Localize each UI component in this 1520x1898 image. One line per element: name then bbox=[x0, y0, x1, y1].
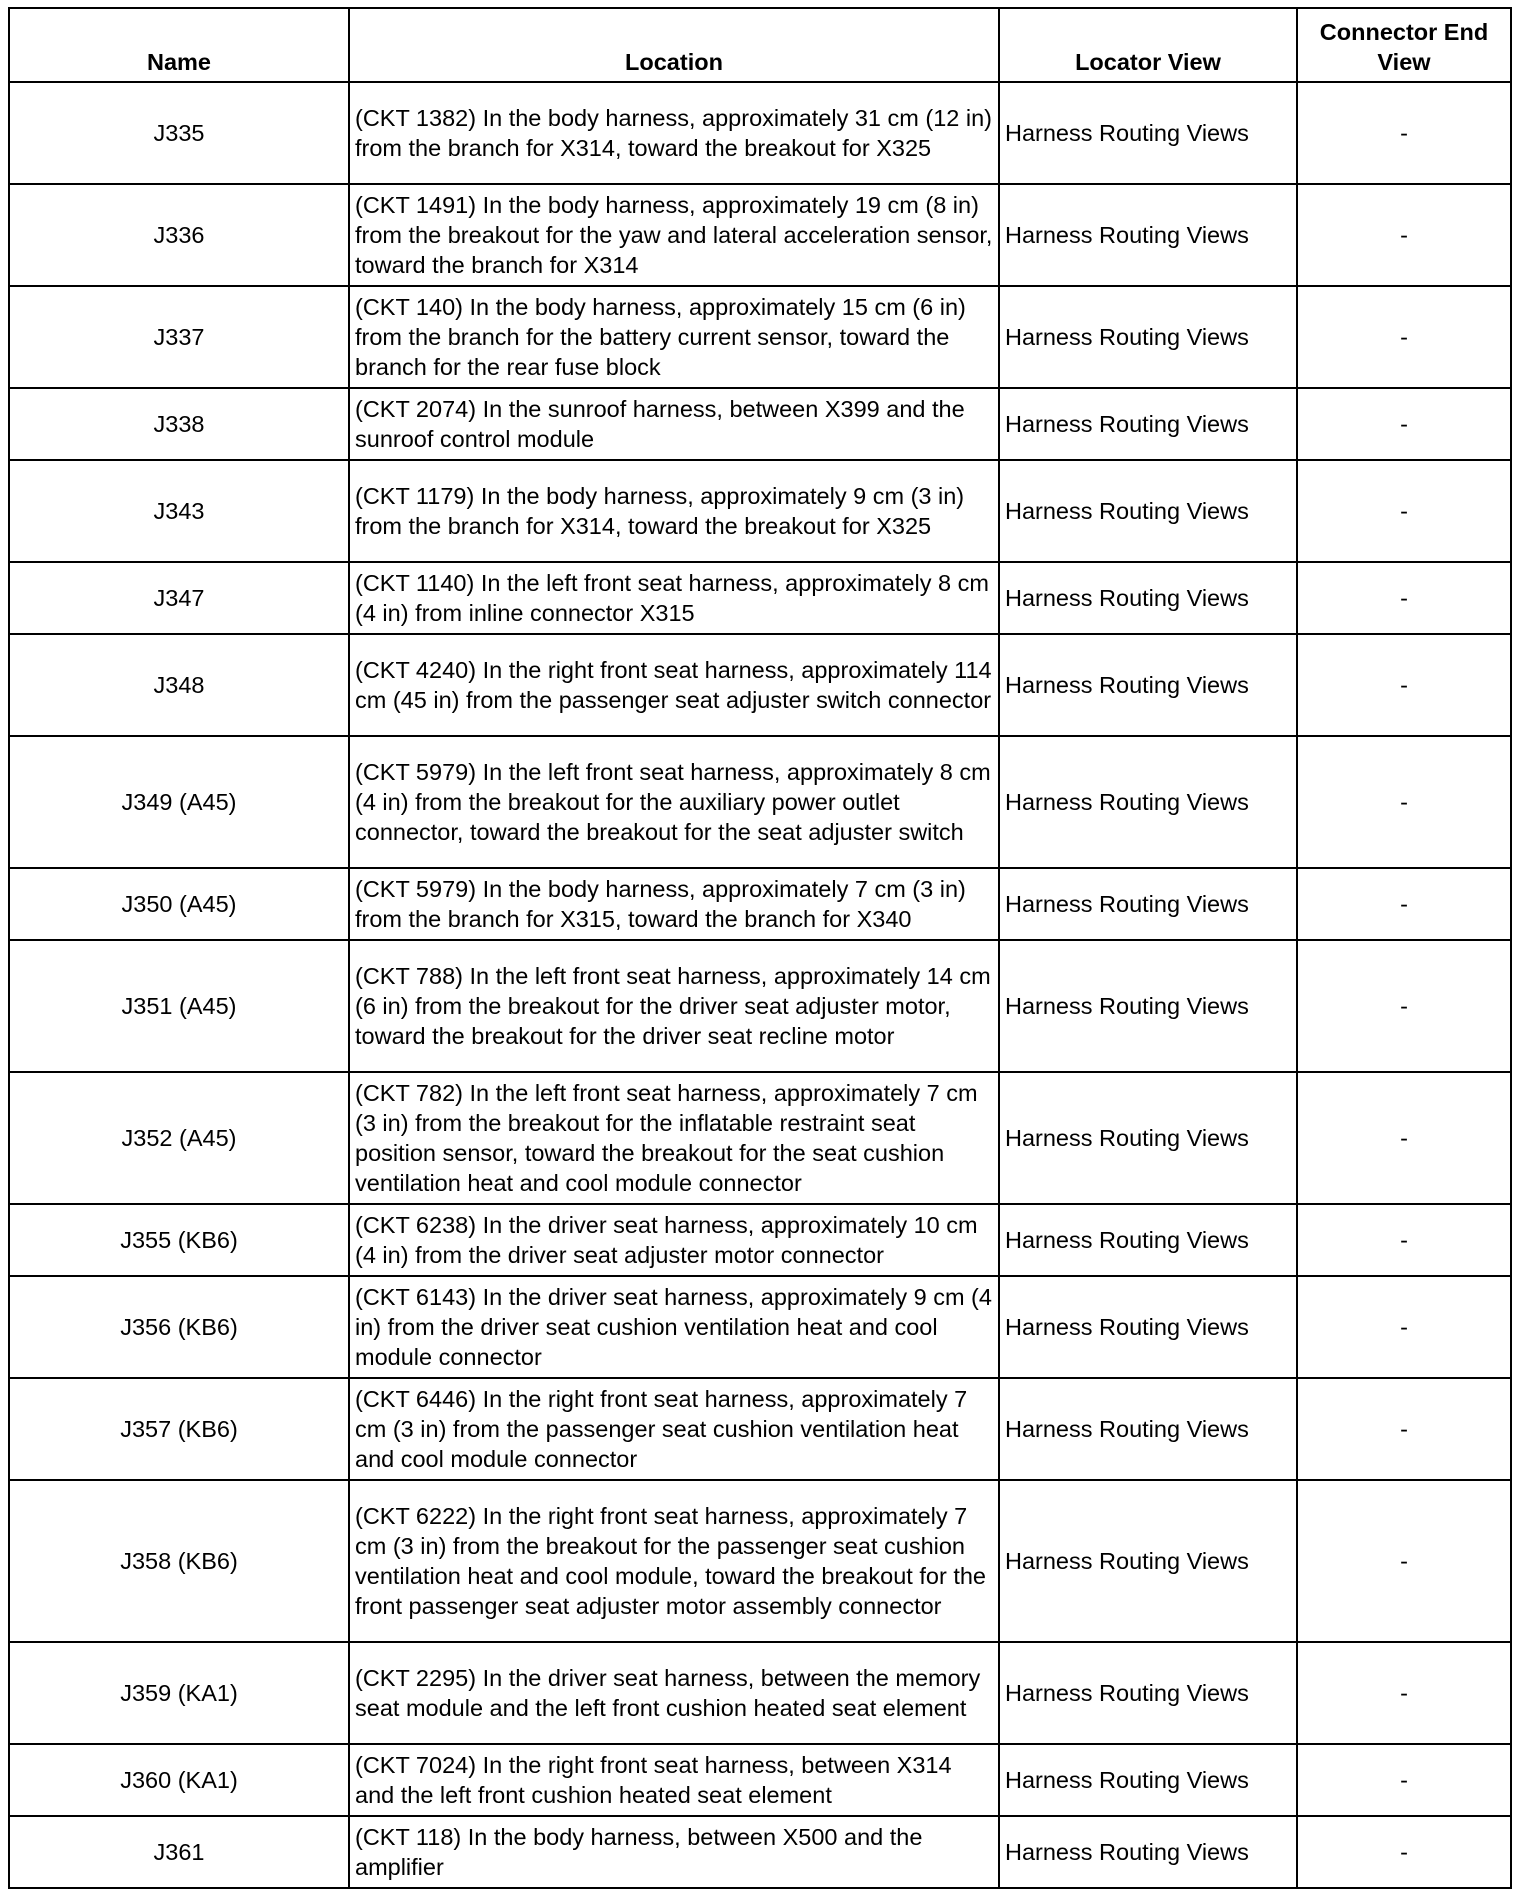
row-connector-end-view: - bbox=[1297, 1276, 1511, 1378]
row-location: (CKT 788) In the left front seat harness, approximately 14 cm (6 in) from the breakout for the driver seat adjuster motor, toward the breakout for the driver seat recline motor bbox=[349, 940, 999, 1072]
row-location: (CKT 1140) In the left front seat harness, approximately 8 cm (4 in) from inline connector X315 bbox=[349, 562, 999, 634]
row-connector-end-view: - bbox=[1297, 1378, 1511, 1480]
table-row bbox=[9, 1480, 1511, 1642]
table-row bbox=[9, 562, 1511, 634]
row-name: J358 (KB6) bbox=[9, 1480, 349, 1642]
table-row bbox=[9, 460, 1511, 562]
row-locator-view-link[interactable]: Harness Routing Views bbox=[999, 184, 1297, 286]
row-locator-view-link[interactable]: Harness Routing Views bbox=[999, 388, 1297, 460]
row-connector-end-view: - bbox=[1297, 868, 1511, 940]
row-name: J355 (KB6) bbox=[9, 1204, 349, 1276]
table-row bbox=[9, 388, 1511, 460]
row-connector-end-view: - bbox=[1297, 388, 1511, 460]
table-row bbox=[9, 286, 1511, 388]
header-name: Name bbox=[9, 8, 349, 82]
row-location: (CKT 782) In the left front seat harness, approximately 7 cm (3 in) from the breakout for the inflatable restraint seat position sensor, toward the breakout for the seat cushion ventilation heat and cool module connector bbox=[349, 1072, 999, 1204]
row-name: J348 bbox=[9, 634, 349, 736]
row-locator-view-link[interactable]: Harness Routing Views bbox=[999, 1744, 1297, 1816]
row-name: J356 (KB6) bbox=[9, 1276, 349, 1378]
row-location: (CKT 1491) In the body harness, approximately 19 cm (8 in) from the breakout for the yaw and lateral acceleration sensor, toward the branch for X314 bbox=[349, 184, 999, 286]
row-location: (CKT 6238) In the driver seat harness, approximately 10 cm (4 in) from the driver seat adjuster motor connector bbox=[349, 1204, 999, 1276]
row-locator-view-link[interactable]: Harness Routing Views bbox=[999, 736, 1297, 868]
header-locator-view: Locator View bbox=[999, 8, 1297, 82]
row-location: (CKT 2074) In the sunroof harness, between X399 and the sunroof control module bbox=[349, 388, 999, 460]
row-connector-end-view: - bbox=[1297, 184, 1511, 286]
row-location: (CKT 1179) In the body harness, approximately 9 cm (3 in) from the branch for X314, toward the breakout for X325 bbox=[349, 460, 999, 562]
table-row bbox=[9, 1816, 1511, 1888]
header-connector-end-view: Connector End View bbox=[1297, 8, 1511, 82]
row-name: J335 bbox=[9, 82, 349, 184]
row-locator-view-link[interactable]: Harness Routing Views bbox=[999, 1276, 1297, 1378]
table-row bbox=[9, 184, 1511, 286]
table-row bbox=[9, 1744, 1511, 1816]
row-name: J349 (A45) bbox=[9, 736, 349, 868]
row-locator-view-link[interactable]: Harness Routing Views bbox=[999, 1642, 1297, 1744]
table-row bbox=[9, 1642, 1511, 1744]
row-location: (CKT 5979) In the left front seat harness, approximately 8 cm (4 in) from the breakout for the auxiliary power outlet connector, toward the breakout for the seat adjuster switch bbox=[349, 736, 999, 868]
header-location: Location bbox=[349, 8, 999, 82]
row-locator-view-link[interactable]: Harness Routing Views bbox=[999, 940, 1297, 1072]
row-name: J337 bbox=[9, 286, 349, 388]
row-locator-view-link[interactable]: Harness Routing Views bbox=[999, 634, 1297, 736]
row-location: (CKT 2295) In the driver seat harness, between the memory seat module and the left front cushion heated seat element bbox=[349, 1642, 999, 1744]
row-name: J352 (A45) bbox=[9, 1072, 349, 1204]
row-name: J350 (A45) bbox=[9, 868, 349, 940]
row-location: (CKT 6222) In the right front seat harness, approximately 7 cm (3 in) from the breakout for the passenger seat cushion ventilation heat and cool module, toward the breakout for the front passenger seat adjuster motor assembly connector bbox=[349, 1480, 999, 1642]
row-location: (CKT 7024) In the right front seat harness, between X314 and the left front cushion heated seat element bbox=[349, 1744, 999, 1816]
row-name: J351 (A45) bbox=[9, 940, 349, 1072]
table-row bbox=[9, 868, 1511, 940]
row-connector-end-view: - bbox=[1297, 1816, 1511, 1888]
row-locator-view-link[interactable]: Harness Routing Views bbox=[999, 868, 1297, 940]
row-name: J338 bbox=[9, 388, 349, 460]
row-connector-end-view: - bbox=[1297, 634, 1511, 736]
row-locator-view-link[interactable]: Harness Routing Views bbox=[999, 1378, 1297, 1480]
row-locator-view-link[interactable]: Harness Routing Views bbox=[999, 562, 1297, 634]
row-name: J357 (KB6) bbox=[9, 1378, 349, 1480]
row-location: (CKT 118) In the body harness, between X500 and the amplifier bbox=[349, 1816, 999, 1888]
row-location: (CKT 1382) In the body harness, approximately 31 cm (12 in) from the branch for X314, toward the breakout for X325 bbox=[349, 82, 999, 184]
row-locator-view-link[interactable]: Harness Routing Views bbox=[999, 1072, 1297, 1204]
table-row bbox=[9, 1204, 1511, 1276]
row-location: (CKT 4240) In the right front seat harness, approximately 114 cm (45 in) from the passenger seat adjuster switch connector bbox=[349, 634, 999, 736]
row-connector-end-view: - bbox=[1297, 1072, 1511, 1204]
row-connector-end-view: - bbox=[1297, 460, 1511, 562]
row-name: J343 bbox=[9, 460, 349, 562]
table-row bbox=[9, 82, 1511, 184]
row-connector-end-view: - bbox=[1297, 940, 1511, 1072]
row-connector-end-view: - bbox=[1297, 736, 1511, 868]
row-connector-end-view: - bbox=[1297, 286, 1511, 388]
row-connector-end-view: - bbox=[1297, 1204, 1511, 1276]
table-row bbox=[9, 940, 1511, 1072]
row-connector-end-view: - bbox=[1297, 562, 1511, 634]
row-location: (CKT 140) In the body harness, approximately 15 cm (6 in) from the branch for the battery current sensor, toward the branch for the rear fuse block bbox=[349, 286, 999, 388]
row-locator-view-link[interactable]: Harness Routing Views bbox=[999, 286, 1297, 388]
table-row bbox=[9, 1276, 1511, 1378]
row-location: (CKT 6446) In the right front seat harness, approximately 7 cm (3 in) from the passenger seat cushion ventilation heat and cool module connector bbox=[349, 1378, 999, 1480]
row-connector-end-view: - bbox=[1297, 1744, 1511, 1816]
row-locator-view-link[interactable]: Harness Routing Views bbox=[999, 82, 1297, 184]
row-connector-end-view: - bbox=[1297, 1642, 1511, 1744]
row-locator-view-link[interactable]: Harness Routing Views bbox=[999, 1480, 1297, 1642]
row-name: J336 bbox=[9, 184, 349, 286]
row-connector-end-view: - bbox=[1297, 82, 1511, 184]
row-name: J359 (KA1) bbox=[9, 1642, 349, 1744]
row-location: (CKT 5979) In the body harness, approximately 7 cm (3 in) from the branch for X315, toward the branch for X340 bbox=[349, 868, 999, 940]
table-header-row bbox=[9, 8, 1511, 82]
table-row bbox=[9, 1072, 1511, 1204]
row-connector-end-view: - bbox=[1297, 1480, 1511, 1642]
splice-location-table bbox=[8, 7, 1512, 1889]
row-locator-view-link[interactable]: Harness Routing Views bbox=[999, 1204, 1297, 1276]
row-locator-view-link[interactable]: Harness Routing Views bbox=[999, 1816, 1297, 1888]
row-name: J360 (KA1) bbox=[9, 1744, 349, 1816]
row-name: J347 bbox=[9, 562, 349, 634]
row-name: J361 bbox=[9, 1816, 349, 1888]
table-row bbox=[9, 736, 1511, 868]
table-row bbox=[9, 1378, 1511, 1480]
table-row bbox=[9, 634, 1511, 736]
row-location: (CKT 6143) In the driver seat harness, approximately 9 cm (4 in) from the driver seat cushion ventilation heat and cool module connector bbox=[349, 1276, 999, 1378]
row-locator-view-link[interactable]: Harness Routing Views bbox=[999, 460, 1297, 562]
